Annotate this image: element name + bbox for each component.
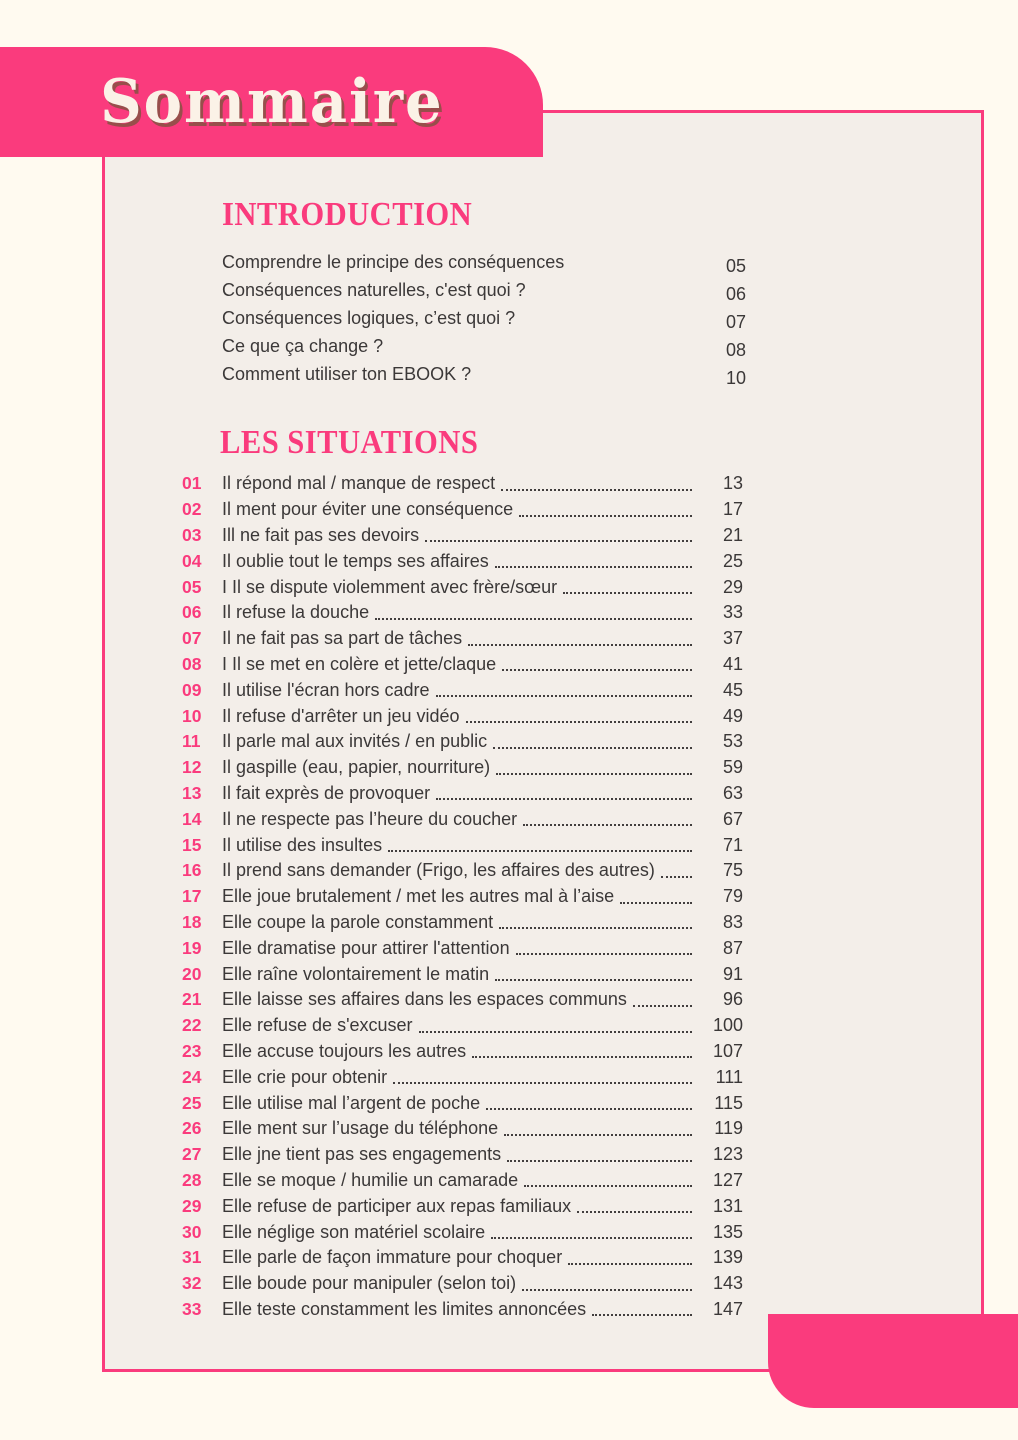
entry-page-number: 05 bbox=[725, 255, 746, 276]
dot-leader bbox=[507, 1160, 692, 1162]
entry-index: 07 bbox=[182, 628, 202, 649]
entry-title: I Il se dispute violemment avec frère/sœur bbox=[222, 576, 558, 597]
entry-title: Elle jne tient pas ses engagements bbox=[222, 1144, 502, 1165]
footer-accent-shape bbox=[768, 1314, 1018, 1408]
toc-entry bbox=[182, 1013, 743, 1039]
dot-leader bbox=[393, 1082, 692, 1084]
entry-index: 02 bbox=[182, 499, 202, 520]
entry-title: Il prend sans demander (Frigo, les affaires des autres) bbox=[222, 860, 655, 881]
toc-entry bbox=[182, 781, 743, 807]
toc-entry bbox=[182, 1168, 743, 1194]
entry-title: Comment utiliser ton EBOOK ? bbox=[222, 363, 472, 384]
entry-index: 30 bbox=[182, 1221, 202, 1242]
dot-leader bbox=[563, 592, 692, 594]
dot-leader bbox=[472, 1056, 692, 1058]
entry-page-number: 131 bbox=[712, 1195, 743, 1216]
entry-title: Il parle mal aux invités / en public bbox=[222, 731, 488, 752]
entry-page-number: 49 bbox=[722, 705, 743, 726]
toc-entry bbox=[182, 1219, 743, 1245]
entry-title: Comprendre le principe des conséquences bbox=[222, 251, 565, 272]
toc-entry bbox=[182, 652, 743, 678]
dot-leader bbox=[425, 540, 692, 542]
entry-title: Elle refuse de s'excuser bbox=[222, 1015, 413, 1036]
dot-leader bbox=[499, 927, 692, 929]
entry-title: Elle laisse ses affaires dans les espaces communs bbox=[222, 989, 627, 1010]
entry-index: 19 bbox=[182, 937, 202, 958]
entry-index: 18 bbox=[182, 911, 202, 932]
entry-title: Elle teste constamment les limites annoncées bbox=[222, 1298, 587, 1319]
entry-title: Elle joue brutalement / met les autres mal à l’aise bbox=[222, 886, 615, 907]
toc-entry bbox=[182, 729, 743, 755]
entry-page-number: 21 bbox=[722, 524, 743, 545]
dot-leader bbox=[419, 1031, 692, 1033]
entry-index: 25 bbox=[182, 1092, 202, 1113]
entry-title: Elle accuse toujours les autres bbox=[222, 1040, 467, 1061]
entry-index: 04 bbox=[182, 550, 202, 571]
entry-title: Il refuse d'arrêter un jeu vidéo bbox=[222, 705, 460, 726]
entry-index: 11 bbox=[182, 731, 201, 752]
entry-index: 29 bbox=[182, 1195, 202, 1216]
entry-index: 22 bbox=[182, 1015, 202, 1036]
entry-title: Il refuse la douche bbox=[222, 602, 370, 623]
dot-leader bbox=[436, 695, 692, 697]
dot-leader bbox=[524, 1185, 692, 1187]
entry-page-number: 107 bbox=[712, 1040, 743, 1061]
situations-list bbox=[182, 471, 743, 1322]
entry-page-number: 111 bbox=[715, 1066, 743, 1087]
entry-index: 05 bbox=[182, 576, 202, 597]
entry-title: Elle refuse de participer aux repas familiaux bbox=[222, 1195, 572, 1216]
toc-entry bbox=[182, 626, 743, 652]
entry-index: 26 bbox=[182, 1118, 202, 1139]
entry-page-number: 63 bbox=[722, 782, 743, 803]
entry-index: 24 bbox=[182, 1066, 202, 1087]
entry-index: 23 bbox=[182, 1040, 202, 1061]
entry-index: 10 bbox=[182, 705, 202, 726]
toc-entry bbox=[182, 1116, 743, 1142]
entry-page-number: 17 bbox=[722, 499, 743, 520]
entry-page-number: 41 bbox=[722, 653, 743, 674]
entry-page-number: 37 bbox=[722, 628, 743, 649]
dot-leader bbox=[436, 798, 692, 800]
entry-title: Il gaspille (eau, papier, nourriture) bbox=[222, 757, 491, 778]
toc-entry bbox=[182, 806, 743, 832]
dot-leader bbox=[495, 566, 692, 568]
toc-entry bbox=[182, 1064, 743, 1090]
entry-index: 20 bbox=[182, 963, 202, 984]
entry-title: Elle boude pour manipuler (selon toi) bbox=[222, 1273, 517, 1294]
toc-entry bbox=[182, 1142, 743, 1168]
entry-index: 09 bbox=[182, 679, 202, 700]
entry-page-number: 25 bbox=[722, 550, 743, 571]
dot-leader bbox=[502, 669, 692, 671]
toc-entry bbox=[182, 1090, 743, 1116]
toc-entry bbox=[182, 910, 743, 936]
entry-title: Elle raîne volontairement le matin bbox=[222, 963, 490, 984]
entry-page-number: 127 bbox=[712, 1169, 743, 1190]
entry-title: Il oublie tout le temps ses affaires bbox=[222, 550, 489, 571]
entry-index: 01 bbox=[182, 473, 202, 494]
entry-title: Elle utilise mal l’argent de poche bbox=[222, 1092, 481, 1113]
entry-index: 27 bbox=[182, 1144, 202, 1165]
entry-title: Elle ment sur l’usage du téléphone bbox=[222, 1118, 499, 1139]
entry-page-number: 91 bbox=[722, 963, 743, 984]
toc-entry bbox=[182, 523, 743, 549]
toc-entry bbox=[182, 1297, 743, 1323]
entry-page-number: 45 bbox=[722, 679, 743, 700]
toc-entry bbox=[182, 1271, 743, 1297]
toc-entry bbox=[222, 248, 746, 276]
dot-leader bbox=[388, 850, 692, 852]
entry-index: 15 bbox=[182, 834, 202, 855]
toc-entry bbox=[182, 858, 743, 884]
entry-title: Elle crie pour obtenir bbox=[222, 1066, 388, 1087]
dot-leader bbox=[620, 902, 692, 904]
entry-page-number: 100 bbox=[712, 1015, 743, 1036]
dot-leader bbox=[519, 515, 692, 517]
dot-leader bbox=[633, 1005, 692, 1007]
entry-page-number: 67 bbox=[722, 808, 743, 829]
entry-index: 31 bbox=[182, 1247, 202, 1268]
toc-entry bbox=[182, 703, 743, 729]
dot-leader bbox=[501, 489, 692, 491]
entry-title: Il ne fait pas sa part de tâches bbox=[222, 628, 463, 649]
entry-title: Elle parle de façon immature pour choquer bbox=[222, 1247, 563, 1268]
entry-page-number: 135 bbox=[712, 1221, 743, 1242]
dot-leader bbox=[375, 618, 692, 620]
entry-index: 03 bbox=[182, 524, 202, 545]
entry-index: 08 bbox=[182, 653, 202, 674]
toc-entry bbox=[182, 1245, 743, 1271]
toc-entry bbox=[182, 574, 743, 600]
toc-entry bbox=[182, 987, 743, 1013]
title-banner bbox=[0, 47, 543, 157]
entry-page-number: 06 bbox=[725, 283, 746, 304]
entry-page-number: 29 bbox=[722, 576, 743, 597]
toc-entry bbox=[222, 304, 746, 332]
dot-leader bbox=[468, 644, 692, 646]
dot-leader bbox=[516, 953, 692, 955]
entry-page-number: 33 bbox=[722, 602, 743, 623]
entry-page-number: 147 bbox=[712, 1298, 743, 1319]
toc-entry bbox=[222, 332, 746, 360]
dot-leader bbox=[592, 1314, 692, 1316]
entry-page-number: 115 bbox=[714, 1092, 743, 1113]
entry-title: Elle se moque / humilie un camarade bbox=[222, 1169, 519, 1190]
entry-page-number: 119 bbox=[714, 1118, 743, 1139]
toc-entry bbox=[182, 961, 743, 987]
entry-page-number: 87 bbox=[722, 937, 743, 958]
dot-leader bbox=[568, 1263, 692, 1265]
entry-page-number: 96 bbox=[722, 989, 743, 1010]
entry-page-number: 123 bbox=[712, 1144, 743, 1165]
entry-page-number: 08 bbox=[725, 339, 746, 360]
entry-page-number: 07 bbox=[725, 311, 746, 332]
toc-entry bbox=[182, 548, 743, 574]
entry-title: Il répond mal / manque de respect bbox=[222, 473, 496, 494]
entry-title: Il utilise l'écran hors cadre bbox=[222, 679, 430, 700]
entry-index: 12 bbox=[182, 757, 202, 778]
dot-leader bbox=[493, 747, 692, 749]
introduction-heading: INTRODUCTION bbox=[222, 196, 473, 233]
situations-heading: LES SITUATIONS bbox=[220, 424, 479, 461]
entry-index: 16 bbox=[182, 860, 202, 881]
introduction-list bbox=[222, 248, 746, 388]
toc-entry bbox=[182, 1193, 743, 1219]
entry-index: 21 bbox=[182, 989, 202, 1010]
entry-index: 33 bbox=[182, 1298, 202, 1319]
toc-entry bbox=[222, 276, 746, 304]
entry-page-number: 71 bbox=[722, 834, 743, 855]
entry-title: Elle coupe la parole constamment bbox=[222, 911, 494, 932]
dot-leader bbox=[522, 1289, 692, 1291]
entry-page-number: 83 bbox=[722, 911, 743, 932]
dot-leader bbox=[496, 773, 692, 775]
toc-entry bbox=[182, 832, 743, 858]
entry-title: Elle néglige son matériel scolaire bbox=[222, 1221, 486, 1242]
page-title: Sommaire bbox=[99, 67, 444, 137]
entry-title: Ill ne fait pas ses devoirs bbox=[222, 524, 420, 545]
entry-title: Conséquences naturelles, c'est quoi ? bbox=[222, 279, 526, 300]
entry-index: 32 bbox=[182, 1273, 202, 1294]
dot-leader bbox=[466, 721, 692, 723]
dot-leader bbox=[504, 1134, 692, 1136]
entry-index: 14 bbox=[182, 808, 202, 829]
dot-leader bbox=[491, 1237, 692, 1239]
toc-entry bbox=[182, 884, 743, 910]
entry-page-number: 143 bbox=[712, 1273, 743, 1294]
entry-page-number: 139 bbox=[712, 1247, 743, 1268]
entry-page-number: 75 bbox=[722, 860, 743, 881]
entry-page-number: 79 bbox=[722, 886, 743, 907]
entry-title: Elle dramatise pour attirer l'attention bbox=[222, 937, 510, 958]
entry-title: Ce que ça change ? bbox=[222, 335, 384, 356]
entry-title: Il ment pour éviter une conséquence bbox=[222, 499, 514, 520]
entry-title: Conséquences logiques, c’est quoi ? bbox=[222, 307, 516, 328]
entry-index: 06 bbox=[182, 602, 202, 623]
toc-entry bbox=[222, 360, 746, 388]
entry-title: I Il se met en colère et jette/claque bbox=[222, 653, 497, 674]
dot-leader bbox=[523, 824, 692, 826]
toc-entry bbox=[182, 935, 743, 961]
entry-page-number: 13 bbox=[722, 473, 743, 494]
toc-entry bbox=[182, 677, 743, 703]
entry-page-number: 10 bbox=[725, 367, 746, 388]
entry-title: Il fait exprès de provoquer bbox=[222, 782, 431, 803]
dot-leader bbox=[486, 1108, 692, 1110]
entry-page-number: 53 bbox=[722, 731, 743, 752]
entry-index: 28 bbox=[182, 1169, 202, 1190]
entry-index: 13 bbox=[182, 782, 202, 803]
entry-title: Il utilise des insultes bbox=[222, 834, 383, 855]
toc-entry bbox=[182, 600, 743, 626]
dot-leader bbox=[495, 979, 692, 981]
toc-entry bbox=[182, 755, 743, 781]
toc-entry bbox=[182, 1039, 743, 1065]
entry-index: 17 bbox=[182, 886, 202, 907]
toc-entry bbox=[182, 497, 743, 523]
dot-leader bbox=[577, 1211, 692, 1213]
toc-entry bbox=[182, 471, 743, 497]
entry-page-number: 59 bbox=[722, 757, 743, 778]
entry-title: Il ne respecte pas l’heure du coucher bbox=[222, 808, 518, 829]
dot-leader bbox=[661, 876, 692, 878]
